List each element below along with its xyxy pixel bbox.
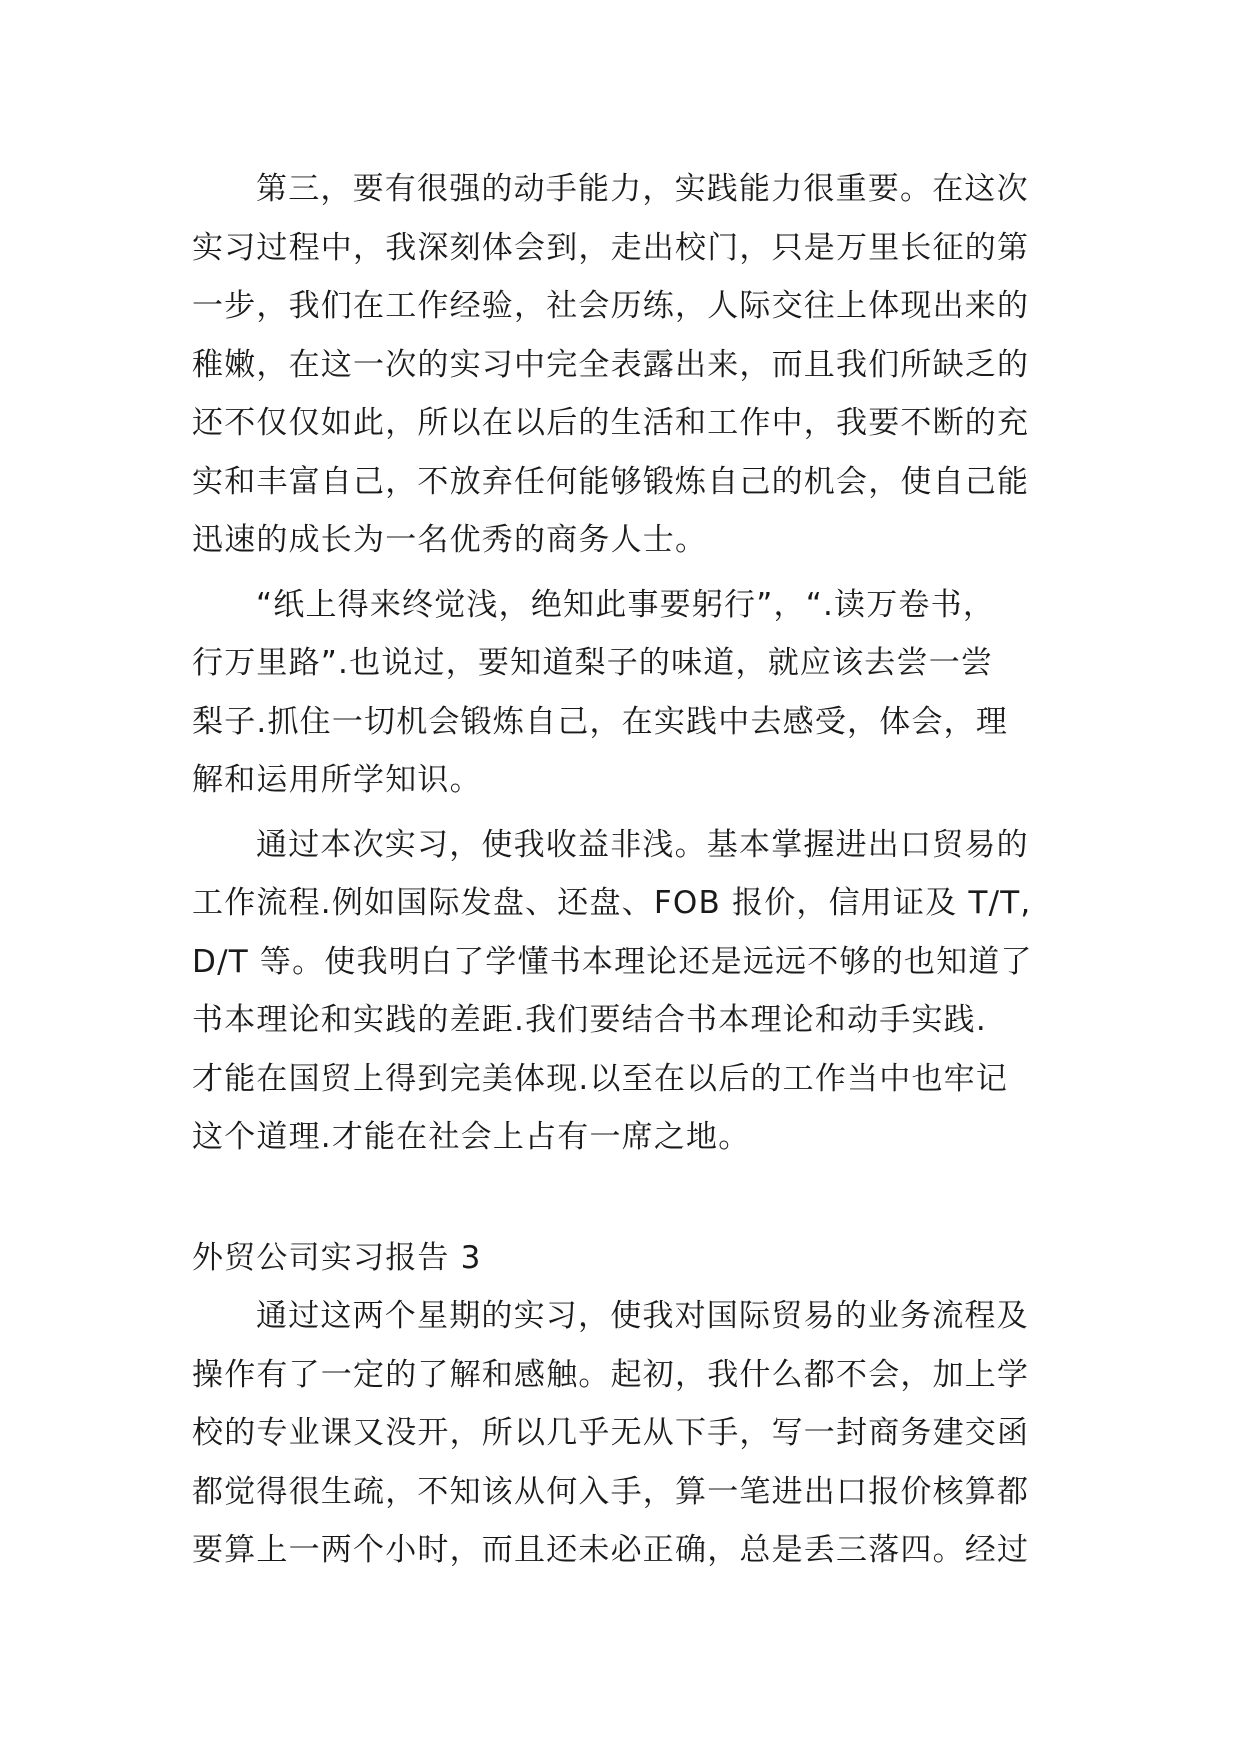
paragraph-line: 解和运用所学知识。 — [192, 762, 482, 798]
paragraph-line: 才能在国贸上得到完美体现.以至在以后的工作当中也牢记 — [192, 1060, 1009, 1097]
paragraph-line: 操作有了一定的了解和感触。起初，我什么都不会，加上学 — [192, 1356, 1030, 1393]
paragraph-line: 梨子.抓住一切机会锻炼自己，在实践中去感受，体会，理 — [192, 703, 1009, 740]
paragraph-2 — [192, 576, 1052, 810]
paragraph-line: 工作流程.例如国际发盘、还盘、FOB 报价，信用证及 T/T, — [192, 885, 1032, 921]
paragraph-line: D/T 等。使我明白了学懂书本理论还是远远不够的也知道了 — [192, 943, 1033, 980]
paragraph-line: 通过这两个星期的实习，使我对国际贸易的业务流程及 — [256, 1298, 1029, 1334]
paragraph-line: 校的专业课又没开，所以几乎无从下手，写一封商务建交函 — [192, 1415, 1030, 1451]
paragraph-line: 要算上一两个小时，而且还未必正确，总是丢三落四。经过 — [192, 1532, 1030, 1568]
paragraph-line: 实习过程中，我深刻体会到，走出校门，只是万里长征的第 — [192, 229, 1030, 266]
paragraph-1 — [192, 160, 1052, 570]
document-body — [192, 160, 1052, 1580]
section-title: 外贸公司实习报告 3 — [192, 1239, 482, 1276]
section-gap — [192, 1167, 1052, 1229]
paragraph-line: 一步，我们在工作经验，社会历练，人际交往上体现出来的 — [192, 288, 1030, 324]
paragraph-line: 行万里路”.也说过，要知道梨子的味道，就应该去尝一尝 — [192, 645, 994, 681]
paragraph-line: 书本理论和实践的差距.我们要结合书本理论和动手实践. — [192, 1002, 987, 1038]
paragraph-line: 迅速的成长为一名优秀的商务人士。 — [192, 522, 708, 558]
paragraph-line: 实和丰富自己，不放弃任何能够锻炼自己的机会，使自己能 — [192, 463, 1030, 500]
paragraph-line: 通过本次实习，使我收益非浅。基本掌握进出口贸易的 — [256, 826, 1029, 863]
paragraph-line: “纸上得来终觉浅，绝知此事要躬行”，“.读万卷书， — [256, 586, 996, 623]
paragraph-line: 这个道理.才能在社会上占有一席之地。 — [192, 1119, 751, 1155]
paragraph-line: 稚嫩，在这一次的实习中完全表露出来，而且我们所缺乏的 — [192, 346, 1030, 383]
section-paragraph — [192, 1287, 1052, 1580]
paragraph-line: 都觉得很生疏，不知该从何入手，算一笔进出口报价核算都 — [192, 1473, 1030, 1510]
paragraph-line: 第三，要有很强的动手能力，实践能力很重要。在这次 — [256, 171, 1029, 207]
paragraph-line: 还不仅仅如此，所以在以后的生活和工作中，我要不断的充 — [192, 405, 1030, 441]
paragraph-3 — [192, 816, 1052, 1167]
